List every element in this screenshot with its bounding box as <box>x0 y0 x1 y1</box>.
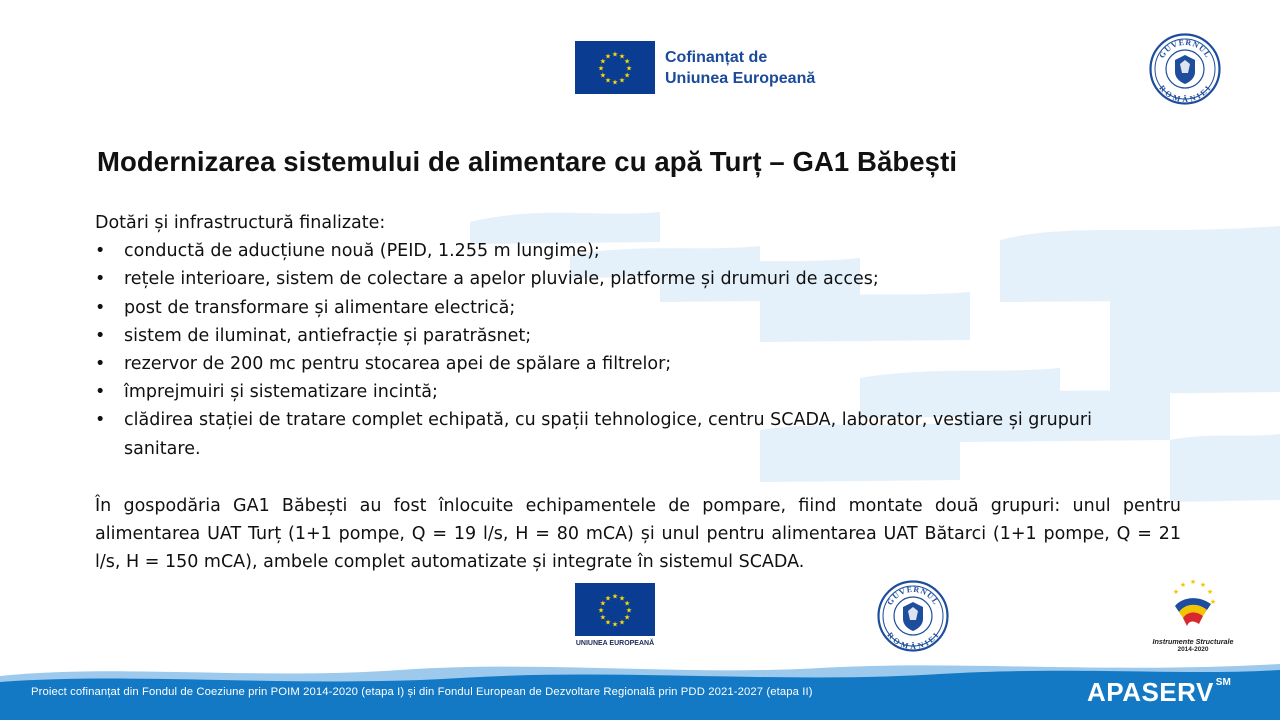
list-item-text: clădirea stației de tratare complet echipată, cu spații tehnologice, centru SCADA, laborator, vestiare și grupuri sanitare. <box>124 410 1092 459</box>
svg-text:★: ★ <box>599 613 607 622</box>
svg-text:★: ★ <box>618 76 626 85</box>
intro-text: Dotări și infrastructură finalizate: <box>95 213 386 233</box>
brand-service-mark: SM <box>1215 677 1231 688</box>
list-item-text: rezervor de 200 mc pentru stocarea apei de spălare a filtrelor; <box>124 354 672 375</box>
main-content <box>95 209 1181 576</box>
svg-text:★: ★ <box>604 52 612 61</box>
instrumente-structurale-icon <box>1163 574 1223 632</box>
svg-text:★: ★ <box>1179 581 1187 589</box>
footer-text: Proiect cofinanțat din Fondul de Coeziune prin POIM 2014-2020 (etapa I) și din Fondul European de Dezvoltare Regională prin PDD 2021-2027 (etapa II) <box>31 686 813 698</box>
list-item-text: sistem de iluminat, antiefracție și paratrăsnet; <box>124 325 532 346</box>
svg-text:GUVERNUL: GUVERNUL <box>1157 37 1213 60</box>
bullet-list <box>95 237 1181 463</box>
svg-text:★: ★ <box>618 618 626 627</box>
government-seal-logo <box>877 580 949 652</box>
list-item <box>95 350 1124 378</box>
description-paragraph: În gospodăria GA1 Băbești au fost înlocuite echipamentele de pompare, fiind montate două grupuri: unul pentru alimentarea UAT Turț (1+1 pompe, Q = 19 l/s, H = 80 mCA) și unul pentru alimentarea UAT Bătarci (1+1 pompe, Q = 21 l/s, H = 150 mCA), ambele complet automatizate și integrate în sistemul SCADA. <box>95 495 1181 573</box>
svg-text:★: ★ <box>625 64 633 73</box>
svg-text:★: ★ <box>1206 588 1214 596</box>
svg-text:★: ★ <box>618 52 626 61</box>
list-item-text: împrejmuiri și sistematizare incintă; <box>124 382 438 403</box>
svg-text:★: ★ <box>1209 598 1217 606</box>
svg-text:★: ★ <box>604 618 612 627</box>
eu-text-line1: Cofinanțat de <box>665 48 768 66</box>
eu-logo-bottom <box>574 583 656 647</box>
svg-text:★: ★ <box>597 606 605 615</box>
bullet-icon: • <box>95 269 106 290</box>
bullet-icon: • <box>95 241 106 262</box>
list-item-text: post de transformare și alimentare electrică; <box>124 297 516 318</box>
svg-text:★: ★ <box>625 606 633 615</box>
list-item-text: conductă de aducțiune nouă (PEID, 1.255 m lungime); <box>124 241 600 262</box>
bullet-icon: • <box>95 354 106 375</box>
instrumente-years: 2014-2020 <box>1177 646 1209 653</box>
svg-text:★: ★ <box>597 64 605 73</box>
bullet-icon: • <box>95 382 106 403</box>
list-item-text: rețele interioare, sistem de colectare a apelor pluviale, platforme și drumuri de acces; <box>124 269 879 290</box>
brand-name: APASERV <box>1087 677 1214 707</box>
instrumente-structurale-logo <box>1143 574 1243 653</box>
instrumente-label: Instrumente Structurale <box>1152 637 1234 646</box>
svg-text:★: ★ <box>611 620 619 629</box>
svg-text:★: ★ <box>618 594 626 603</box>
svg-text:★: ★ <box>1172 588 1180 596</box>
list-item <box>95 378 1124 406</box>
list-item <box>95 322 1124 350</box>
list-item <box>95 406 1124 462</box>
svg-text:★: ★ <box>604 76 612 85</box>
svg-text:ROMÂNIEI: ROMÂNIEI <box>885 630 941 652</box>
government-seal-logo <box>1149 33 1221 105</box>
page-title: Modernizarea sistemului de alimentare cu apă Turț – GA1 Băbești <box>97 146 958 177</box>
bullet-icon: • <box>95 325 106 346</box>
list-item <box>95 294 1124 322</box>
eu-cofinancing-logo <box>575 41 815 94</box>
svg-text:★: ★ <box>1199 581 1207 589</box>
list-item <box>95 237 1124 265</box>
bullet-icon: • <box>95 410 106 431</box>
list-item <box>95 265 1124 293</box>
bullet-icon: • <box>95 297 106 318</box>
svg-text:★: ★ <box>611 78 619 87</box>
apaserv-logo <box>1087 677 1231 708</box>
svg-text:★: ★ <box>623 71 631 80</box>
eu-cofinancing-text <box>665 47 815 89</box>
svg-text:★: ★ <box>599 71 607 80</box>
svg-text:★: ★ <box>623 599 631 608</box>
svg-text:ROMÂNIEI: ROMÂNIEI <box>1157 83 1213 105</box>
svg-text:★: ★ <box>611 50 619 59</box>
eu-text-line2: Uniunea Europeană <box>665 69 816 87</box>
svg-text:★: ★ <box>1189 578 1197 586</box>
svg-text:★: ★ <box>611 592 619 601</box>
svg-text:★: ★ <box>623 57 631 66</box>
svg-text:★: ★ <box>604 594 612 603</box>
svg-text:★: ★ <box>599 599 607 608</box>
svg-text:★: ★ <box>599 57 607 66</box>
svg-text:★: ★ <box>623 613 631 622</box>
eu-bottom-label: UNIUNEA EUROPEANĂ <box>575 640 655 647</box>
eu-flag-icon <box>575 41 655 94</box>
svg-text:GUVERNUL: GUVERNUL <box>885 584 941 607</box>
eu-flag-icon <box>575 583 655 636</box>
